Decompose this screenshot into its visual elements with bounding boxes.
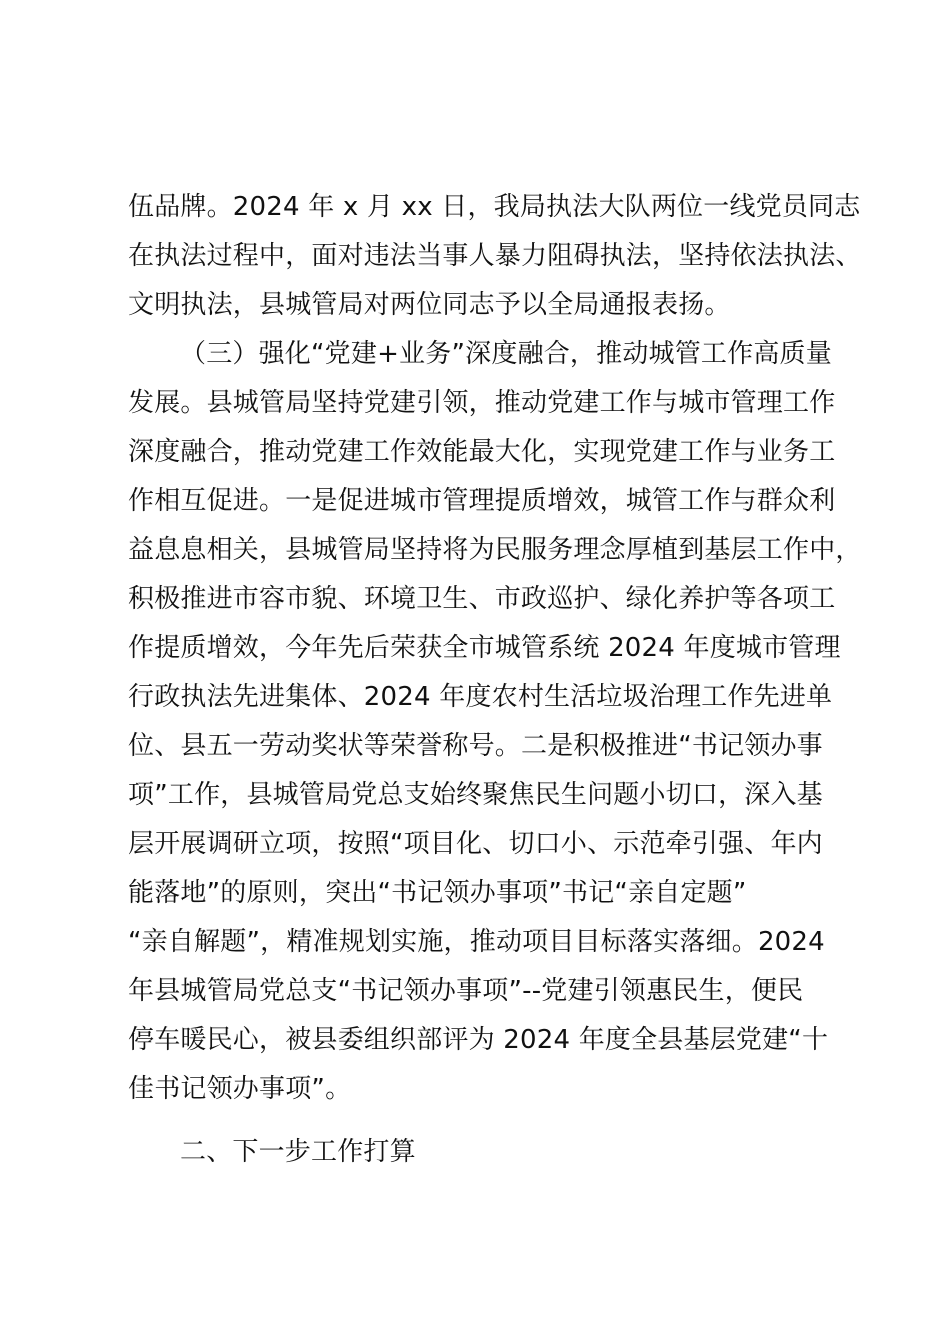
- paragraph-line: 在执法过程中，面对违法当事人暴力阻碍执法，坚持依法执法、: [128, 241, 862, 271]
- paragraph-line: 深度融合，推动党建工作效能最大化，实现党建工作与业务工: [128, 437, 836, 467]
- paragraph-line: 佳书记领办事项”。: [128, 1074, 352, 1104]
- paragraph-line: 作提质增效，今年先后荣获全市城管系统 2024 年度城市管理: [128, 633, 841, 663]
- paragraph-line: 年县城管局党总支“书记领办事项”--党建引领惠民生，便民: [128, 976, 804, 1006]
- paragraph-line: 层开展调研立项，按照“项目化、切口小、示范牵引强、年内: [128, 829, 823, 859]
- paragraph-line: 益息息相关，县城管局坚持将为民服务理念厚植到基层工作中，: [128, 535, 862, 565]
- paragraph-line: 作相互促进。一是促进城市管理提质增效，城管工作与群众利: [128, 486, 836, 516]
- section-heading-line: （三）强化“党建+业务”深度融合，推动城管工作高质量: [180, 339, 832, 369]
- paragraph-line: 发展。县城管局坚持党建引领，推动党建工作与城市管理工作: [128, 388, 836, 418]
- paragraph-line: 项”工作，县城管局党总支始终聚焦民生问题小切口，深入基: [128, 780, 823, 810]
- paragraph-line: 停车暖民心，被县委组织部评为 2024 年度全县基层党建“十: [128, 1025, 829, 1055]
- paragraph-line: 位、县五一劳动奖状等荣誉称号。二是积极推进“书记领办事: [128, 731, 823, 761]
- paragraph-line: 能落地”的原则，突出“书记领办事项”书记“亲自定题”: [128, 878, 747, 908]
- paragraph-line: 伍品牌。2024 年 x 月 xx 日，我局执法大队两位一线党员同志: [128, 192, 861, 222]
- paragraph-line: 文明执法，县城管局对两位同志予以全局通报表扬。: [128, 290, 731, 320]
- paragraph-line: 行政执法先进集体、2024 年度农村生活垃圾治理工作先进单: [128, 682, 833, 712]
- paragraph-line: “亲自解题”，精准规划实施，推动项目目标落实落细。2024: [128, 927, 825, 957]
- section-heading-next-steps: 二、下一步工作打算: [180, 1137, 416, 1167]
- paragraph-line: 积极推进市容市貌、环境卫生、市政巡护、绿化养护等各项工: [128, 584, 836, 614]
